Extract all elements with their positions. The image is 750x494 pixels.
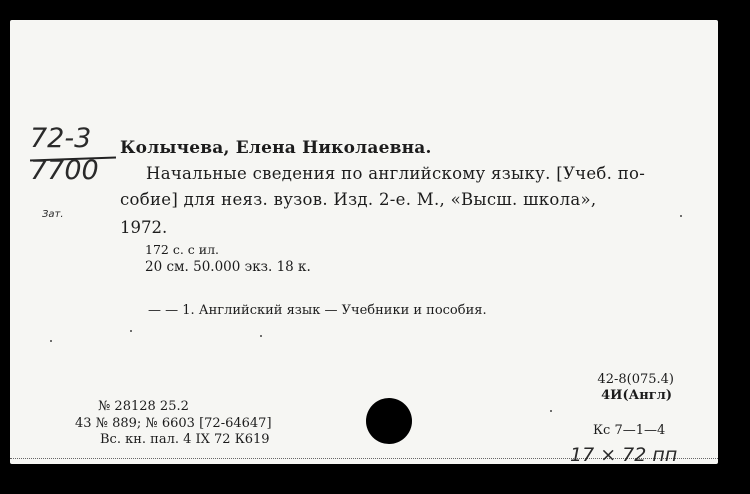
ink-speck — [680, 215, 682, 217]
call-number-bottom: 7700 — [30, 155, 99, 186]
handwritten-bottom-code: 17 × 72 пп — [570, 444, 678, 466]
language-index: 4И(Англ) — [601, 388, 672, 403]
title-line-1: Начальные сведения по английскому языку. [Учеб. по- — [146, 164, 646, 183]
ink-speck — [260, 335, 262, 337]
ink-speck — [50, 340, 52, 342]
author-heading: Колычева, Елена Николаевна. — [120, 138, 432, 158]
title-line-3: 1972. — [120, 218, 168, 237]
registry-line-3: Вс. кн. пал. 4 IX 72 К619 — [100, 432, 270, 447]
catalog-card — [10, 20, 718, 464]
ink-speck — [550, 410, 552, 412]
subject-tracing: — — 1. Английский язык — Учебники и пособия. — [148, 303, 487, 318]
ink-speck — [130, 330, 132, 332]
call-number-top: 72-3 — [30, 123, 92, 154]
handwritten-scribble: Зат. — [42, 209, 64, 220]
punch-hole — [366, 398, 412, 444]
title-line-2: собие] для неяз. вузов. Изд. 2-е. М., «Высш. школа», — [120, 190, 597, 209]
classification-code: 42-8(075.4) — [597, 372, 674, 387]
registry-line-1: № 28128 25.2 — [98, 399, 189, 414]
registry-line-2: 43 № 889; № 6603 [72-64647] — [75, 416, 272, 431]
physical-description-1: 172 с. с ил. — [145, 242, 219, 257]
physical-description-2: 20 см. 50.000 экз. 18 к. — [145, 259, 311, 275]
ks-code: Кс 7—1—4 — [593, 423, 666, 438]
